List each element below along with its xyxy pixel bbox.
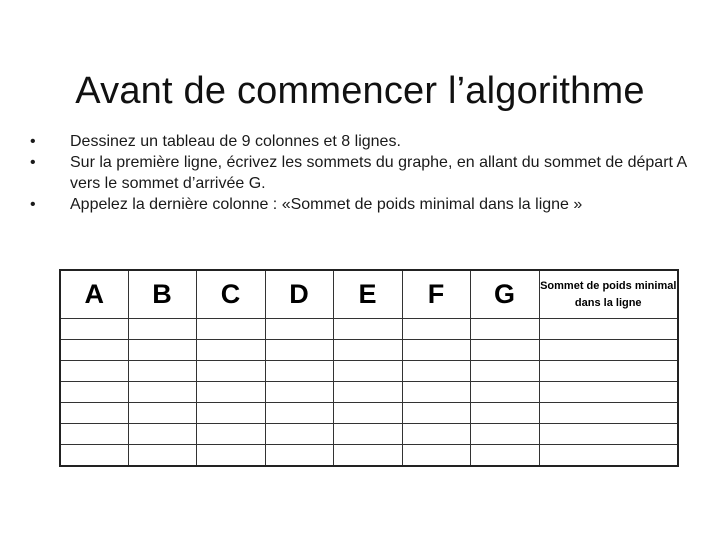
table-cell bbox=[539, 445, 678, 467]
table-cell bbox=[128, 403, 196, 424]
table-cell bbox=[265, 403, 333, 424]
table-cell bbox=[60, 361, 128, 382]
table-row bbox=[60, 361, 678, 382]
table-cell bbox=[128, 424, 196, 445]
header-cell-c: C bbox=[196, 270, 265, 319]
table-cell bbox=[196, 424, 265, 445]
header-cell-a: A bbox=[60, 270, 128, 319]
header-cell-g: G bbox=[470, 270, 539, 319]
bullet-dot-icon: • bbox=[30, 196, 36, 213]
table-cell bbox=[265, 382, 333, 403]
table-cell bbox=[470, 403, 539, 424]
table-cell bbox=[470, 361, 539, 382]
bullet-item bbox=[30, 152, 690, 194]
table-body bbox=[60, 319, 678, 467]
bullet-text: Sur la première ligne, écrivez les sommets du graphe, en allant du sommet de départ A vers le sommet d’arrivée G. bbox=[70, 154, 687, 192]
table-cell bbox=[333, 445, 402, 467]
table-cell bbox=[402, 424, 470, 445]
bullet-item bbox=[30, 131, 690, 152]
slide-title: Avant de commencer l’algorithme bbox=[75, 70, 645, 113]
table-cell bbox=[470, 424, 539, 445]
table-cell bbox=[196, 382, 265, 403]
table-cell bbox=[60, 403, 128, 424]
table-cell bbox=[128, 340, 196, 361]
table-cell bbox=[402, 340, 470, 361]
table-cell bbox=[333, 319, 402, 340]
table-cell bbox=[196, 445, 265, 467]
table-cell bbox=[265, 319, 333, 340]
table-cell bbox=[60, 445, 128, 467]
table-row bbox=[60, 340, 678, 361]
bullet-text: Appelez la dernière colonne : «Sommet de poids minimal dans la ligne » bbox=[70, 196, 583, 213]
table-cell bbox=[402, 361, 470, 382]
table-row bbox=[60, 319, 678, 340]
table-cell bbox=[539, 382, 678, 403]
bullet-item bbox=[30, 194, 690, 215]
table-cell bbox=[470, 340, 539, 361]
table-cell bbox=[539, 403, 678, 424]
table-cell bbox=[402, 403, 470, 424]
table-header-row bbox=[60, 270, 678, 319]
table-cell bbox=[333, 361, 402, 382]
table-cell bbox=[265, 340, 333, 361]
table-cell bbox=[128, 445, 196, 467]
table-cell bbox=[470, 445, 539, 467]
table-cell bbox=[539, 424, 678, 445]
table-cell bbox=[60, 319, 128, 340]
table-cell bbox=[402, 319, 470, 340]
table-cell bbox=[265, 424, 333, 445]
table-cell bbox=[333, 403, 402, 424]
bullet-list bbox=[30, 131, 690, 215]
table-cell bbox=[539, 340, 678, 361]
bullet-dot-icon: • bbox=[30, 133, 36, 150]
table-cell bbox=[539, 319, 678, 340]
table-cell bbox=[402, 445, 470, 467]
header-cell-f: F bbox=[402, 270, 470, 319]
header-cell-e: E bbox=[333, 270, 402, 319]
table-cell bbox=[60, 340, 128, 361]
algorithm-table bbox=[59, 269, 679, 467]
table-cell bbox=[196, 361, 265, 382]
table-cell bbox=[60, 382, 128, 403]
table-cell bbox=[128, 361, 196, 382]
table-cell bbox=[128, 382, 196, 403]
bullet-dot-icon: • bbox=[30, 154, 36, 171]
table-cell bbox=[196, 403, 265, 424]
table-cell bbox=[265, 361, 333, 382]
header-cell-min-weight: Sommet de poids minimal dans la ligne bbox=[539, 270, 678, 319]
table-cell bbox=[265, 445, 333, 467]
table-cell bbox=[196, 340, 265, 361]
table-row bbox=[60, 382, 678, 403]
table-row bbox=[60, 403, 678, 424]
table-cell bbox=[333, 340, 402, 361]
table-cell bbox=[128, 319, 196, 340]
table-cell bbox=[470, 319, 539, 340]
table-cell bbox=[333, 424, 402, 445]
table-row bbox=[60, 424, 678, 445]
header-cell-d: D bbox=[265, 270, 333, 319]
bullet-text: Dessinez un tableau de 9 colonnes et 8 lignes. bbox=[70, 133, 401, 150]
table-cell bbox=[196, 319, 265, 340]
table-row bbox=[60, 445, 678, 467]
table-cell bbox=[333, 382, 402, 403]
header-cell-b: B bbox=[128, 270, 196, 319]
table-cell bbox=[402, 382, 470, 403]
table-cell bbox=[470, 382, 539, 403]
table-cell bbox=[539, 361, 678, 382]
table-cell bbox=[60, 424, 128, 445]
